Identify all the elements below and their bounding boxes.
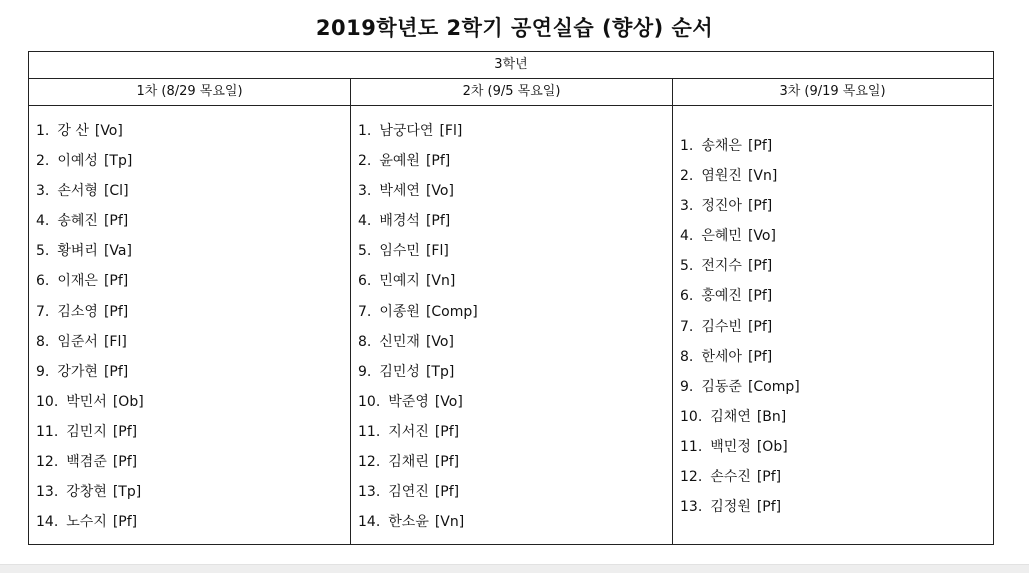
instrument: [Vn] (425, 273, 456, 290)
student-name: 노수지 (66, 514, 107, 531)
instrument: [Pf] (756, 469, 782, 486)
item-number: 9. (358, 363, 372, 380)
list-item (36, 176, 350, 206)
item-number: 4. (680, 228, 694, 245)
student-name: 김수빈 (701, 318, 742, 335)
student-name: 임준서 (57, 333, 98, 350)
instrument: [Pf] (747, 288, 773, 305)
item-number: 10. (36, 393, 59, 410)
instrument: [Pf] (434, 484, 460, 501)
instrument: [Vn] (747, 168, 778, 185)
item-number: 12. (680, 469, 703, 486)
student-name: 이종원 (379, 303, 420, 320)
column-header-1: 1차 (8/29 목요일) (29, 79, 350, 106)
item-number: 11. (36, 423, 59, 440)
list-item (36, 327, 350, 357)
instrument: [Ob] (756, 438, 788, 455)
instrument: [Pf] (747, 318, 773, 335)
list-item (358, 357, 672, 387)
list-item (358, 327, 672, 357)
column-body-3 (673, 106, 992, 544)
student-name: 강가현 (57, 363, 98, 380)
student-name: 손서형 (57, 183, 98, 200)
item-number: 6. (36, 273, 50, 290)
student-list-2 (358, 116, 672, 537)
item-number: 2. (358, 153, 372, 170)
item-number: 6. (680, 288, 694, 305)
list-item (680, 462, 992, 492)
column-header-3: 3차 (9/19 목요일) (673, 79, 992, 106)
student-name: 김소영 (57, 303, 98, 320)
list-item (36, 447, 350, 477)
list-item (36, 266, 350, 296)
list-item (36, 357, 350, 387)
student-name: 강창현 (66, 484, 107, 501)
item-number: 4. (358, 213, 372, 230)
list-item (36, 477, 350, 507)
list-item (36, 387, 350, 417)
list-item (680, 432, 992, 462)
list-item (358, 477, 672, 507)
item-number: 1. (680, 138, 694, 154)
grade-header: 3학년 (29, 52, 993, 79)
student-name: 임수민 (379, 243, 420, 260)
student-name: 이재은 (57, 273, 98, 290)
instrument: [Comp] (747, 378, 800, 395)
instrument: [Pf] (425, 213, 451, 230)
item-number: 13. (36, 484, 59, 501)
list-item (680, 402, 992, 432)
item-number: 6. (358, 273, 372, 290)
list-item (358, 236, 672, 266)
student-name: 윤예원 (379, 153, 420, 170)
instrument: [Tp] (112, 484, 142, 501)
list-item (680, 312, 992, 342)
item-number: 11. (680, 438, 703, 455)
instrument: [Pf] (103, 273, 129, 290)
list-item (680, 251, 992, 281)
list-item (358, 206, 672, 236)
item-number: 8. (36, 333, 50, 350)
instrument: [Pf] (434, 454, 460, 471)
student-name: 김연진 (388, 484, 429, 501)
student-name: 강 산 (57, 123, 89, 139)
instrument: [Pf] (112, 514, 138, 531)
instrument: [Vn] (434, 514, 465, 531)
student-name: 백겸준 (66, 454, 107, 471)
list-item (36, 116, 350, 146)
schedule-table (28, 51, 994, 545)
instrument: [Tp] (425, 363, 455, 380)
student-name: 김민지 (66, 423, 107, 440)
student-name: 한세아 (701, 348, 742, 365)
instrument: [Pf] (112, 423, 138, 440)
item-number: 12. (358, 454, 381, 471)
student-name: 김채린 (388, 454, 429, 471)
student-name: 지서진 (388, 423, 429, 440)
student-list-3 (680, 131, 992, 522)
item-number: 5. (680, 258, 694, 275)
student-name: 염원진 (701, 168, 742, 185)
item-number: 7. (36, 303, 50, 320)
instrument: [Pf] (103, 363, 129, 380)
student-name: 김채연 (710, 408, 751, 425)
student-name: 전지수 (701, 258, 742, 275)
item-number: 9. (36, 363, 50, 380)
item-number: 9. (680, 378, 694, 395)
student-name: 황벼리 (57, 243, 98, 260)
instrument: [Pf] (747, 198, 773, 215)
item-number: 1. (358, 123, 372, 139)
item-number: 11. (358, 423, 381, 440)
list-item (680, 372, 992, 402)
student-name: 박준영 (388, 393, 429, 410)
instrument: [Vo] (425, 183, 454, 200)
list-item (36, 417, 350, 447)
instrument: [Bn] (756, 408, 787, 425)
instrument: [Fl] (439, 123, 463, 139)
list-item (680, 342, 992, 372)
item-number: 3. (358, 183, 372, 200)
instrument: [Vo] (434, 393, 463, 410)
student-list-1 (36, 116, 350, 537)
student-name: 한소윤 (388, 514, 429, 531)
instrument: [Pf] (112, 454, 138, 471)
instrument: [Comp] (425, 303, 478, 320)
instrument: [Vo] (94, 123, 123, 139)
instrument: [Vo] (425, 333, 454, 350)
list-item (680, 281, 992, 311)
item-number: 7. (680, 318, 694, 335)
item-number: 14. (36, 514, 59, 531)
list-item (358, 447, 672, 477)
instrument: [Fl] (425, 243, 449, 260)
instrument: [Cl] (103, 183, 129, 200)
list-item (36, 507, 350, 537)
student-name: 민예지 (379, 273, 420, 290)
instrument: [Pf] (425, 153, 451, 170)
list-item (358, 146, 672, 176)
item-number: 8. (680, 348, 694, 365)
item-number: 7. (358, 303, 372, 320)
student-name: 은혜민 (701, 228, 742, 245)
student-name: 김정원 (710, 499, 751, 516)
list-item (680, 221, 992, 251)
student-name: 손수진 (710, 469, 751, 486)
instrument: [Pf] (103, 213, 129, 230)
student-name: 김동준 (701, 378, 742, 395)
instrument: [Fl] (103, 333, 127, 350)
item-number: 12. (36, 454, 59, 471)
item-number: 5. (358, 243, 372, 260)
list-item (358, 387, 672, 417)
item-number: 2. (36, 153, 50, 170)
item-number: 13. (680, 499, 703, 516)
list-item (36, 236, 350, 266)
instrument: [Pf] (103, 303, 129, 320)
student-name: 이예성 (57, 153, 98, 170)
list-item (680, 131, 992, 161)
item-number: 5. (36, 243, 50, 260)
student-name: 백민정 (710, 438, 751, 455)
item-number: 10. (680, 408, 703, 425)
list-item (680, 191, 992, 221)
item-number: 10. (358, 393, 381, 410)
item-number: 14. (358, 514, 381, 531)
list-item (358, 266, 672, 296)
item-number: 3. (36, 183, 50, 200)
instrument: [Pf] (747, 138, 773, 154)
list-item (36, 206, 350, 236)
instrument: [Pf] (434, 423, 460, 440)
student-name: 김민성 (379, 363, 420, 380)
column-body-2 (351, 106, 672, 544)
student-name: 박민서 (66, 393, 107, 410)
list-item (358, 507, 672, 537)
instrument: [Vo] (747, 228, 776, 245)
item-number: 3. (680, 198, 694, 215)
instrument: [Pf] (747, 348, 773, 365)
list-item (680, 161, 992, 191)
student-name: 송혜진 (57, 213, 98, 230)
item-number: 8. (358, 333, 372, 350)
list-item (358, 417, 672, 447)
student-name: 정진아 (701, 198, 742, 215)
column-header-2: 2차 (9/5 목요일) (351, 79, 672, 106)
student-name: 남궁다연 (379, 123, 434, 139)
instrument: [Va] (103, 243, 132, 260)
list-item (36, 297, 350, 327)
instrument: [Pf] (756, 499, 782, 516)
student-name: 신민재 (379, 333, 420, 350)
list-item (358, 297, 672, 327)
item-number: 13. (358, 484, 381, 501)
column-body-1 (29, 106, 350, 544)
student-name: 배경석 (379, 213, 420, 230)
student-name: 홍예진 (701, 288, 742, 305)
list-item (358, 116, 672, 146)
instrument: [Pf] (747, 258, 773, 275)
student-name: 송채은 (701, 138, 742, 154)
item-number: 2. (680, 168, 694, 185)
list-item (358, 176, 672, 206)
student-name: 박세연 (379, 183, 420, 200)
bottom-bar (0, 564, 1029, 573)
page-title: 2019학년도 2학기 공연실습 (향상) 순서 (315, 16, 714, 40)
list-item (36, 146, 350, 176)
item-number: 1. (36, 123, 50, 139)
list-item (680, 492, 992, 522)
instrument: [Ob] (112, 393, 144, 410)
instrument: [Tp] (103, 153, 133, 170)
item-number: 4. (36, 213, 50, 230)
